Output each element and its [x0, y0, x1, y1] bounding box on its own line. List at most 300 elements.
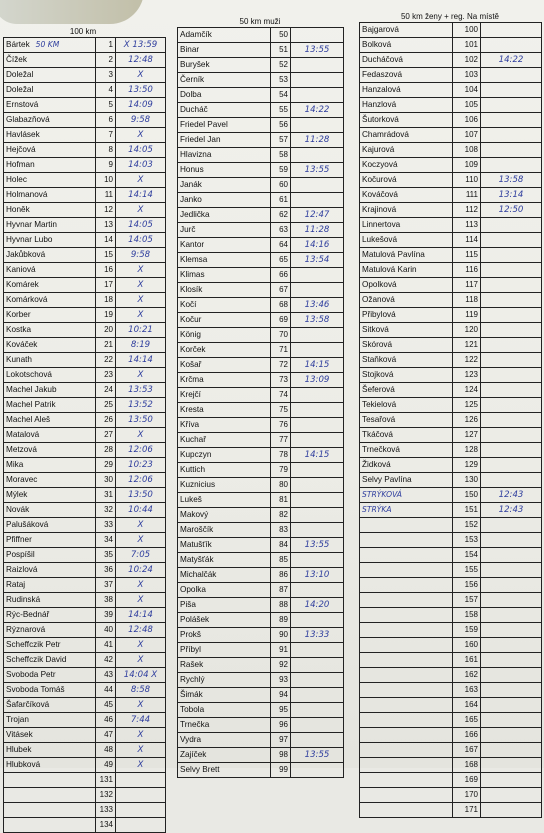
table-row: [178, 328, 344, 343]
table-row: [360, 323, 542, 338]
finish-time: [291, 673, 344, 688]
runner-name: Buryšek: [178, 58, 271, 73]
bib-number: 160: [453, 638, 481, 653]
finish-time: X: [116, 698, 166, 713]
runner-name: Krčma: [178, 373, 271, 388]
bib-number: 24: [96, 383, 116, 398]
bib-number: 65: [271, 253, 291, 268]
bib-number: 86: [271, 568, 291, 583]
table-row: [360, 353, 542, 368]
table-row: [4, 533, 166, 548]
finish-time: X: [116, 278, 166, 293]
finish-time: [481, 443, 542, 458]
table-row: [178, 163, 344, 178]
table-row: [360, 518, 542, 533]
finish-time: [481, 398, 542, 413]
table-row: [360, 188, 542, 203]
bib-number: 69: [271, 313, 291, 328]
finish-time: [481, 668, 542, 683]
runner-name: Rašek: [178, 658, 271, 673]
bib-number: 104: [453, 83, 481, 98]
bib-number: 103: [453, 68, 481, 83]
table-row: [360, 113, 542, 128]
table-row: [360, 218, 542, 233]
bib-number: 91: [271, 643, 291, 658]
finish-time: [291, 388, 344, 403]
runner-name: Ernstová: [4, 98, 96, 113]
bib-number: 15: [96, 248, 116, 263]
runner-name: Raizlová: [4, 563, 96, 578]
finish-time: [481, 113, 542, 128]
bib-number: 76: [271, 418, 291, 433]
table-row: [178, 313, 344, 328]
table-row: [178, 718, 344, 733]
bib-number: 94: [271, 688, 291, 703]
runner-name: [360, 803, 453, 818]
runner-name: Friedel Pavel: [178, 118, 271, 133]
runner-name: [4, 788, 96, 803]
finish-time: 14:22: [291, 103, 344, 118]
bib-number: 92: [271, 658, 291, 673]
table-row: [178, 493, 344, 508]
table-row: [360, 23, 542, 38]
table-row: [360, 443, 542, 458]
bib-number: 60: [271, 178, 291, 193]
table-row: [178, 193, 344, 208]
bib-number: 99: [271, 763, 291, 778]
table-row: [178, 673, 344, 688]
finish-time: [481, 773, 542, 788]
finish-time: 14:14: [116, 353, 166, 368]
runner-name: Kočí: [178, 298, 271, 313]
table-row: [360, 233, 542, 248]
table-row: [178, 463, 344, 478]
bib-number: 1: [96, 38, 116, 53]
runner-name: [360, 743, 453, 758]
bib-number: 125: [453, 398, 481, 413]
bib-number: 167: [453, 743, 481, 758]
bib-number: 123: [453, 368, 481, 383]
table-row: [360, 743, 542, 758]
finish-time: [481, 83, 542, 98]
runner-name: [360, 563, 453, 578]
bib-number: 166: [453, 728, 481, 743]
finish-time: 13:50: [116, 83, 166, 98]
finish-time: [291, 583, 344, 598]
finish-time: [481, 593, 542, 608]
table-row: [360, 698, 542, 713]
bib-number: 105: [453, 98, 481, 113]
bib-number: 25: [96, 398, 116, 413]
finish-time: X: [116, 68, 166, 83]
runner-name: Svoboda Petr: [4, 668, 96, 683]
bib-number: 154: [453, 548, 481, 563]
bib-number: 64: [271, 238, 291, 253]
table-row: [4, 233, 166, 248]
bib-number: 39: [96, 608, 116, 623]
bib-number: 44: [96, 683, 116, 698]
bib-number: 93: [271, 673, 291, 688]
table-row: [4, 53, 166, 68]
runner-name: [360, 713, 453, 728]
finish-time: 13:46: [291, 298, 344, 313]
finish-time: 12:43: [481, 488, 542, 503]
finish-time: [481, 803, 542, 818]
table-row: [360, 458, 542, 473]
bib-number: 45: [96, 698, 116, 713]
finish-time: X: [116, 653, 166, 668]
bib-number: 68: [271, 298, 291, 313]
finish-time: [291, 688, 344, 703]
table-row: [178, 658, 344, 673]
finish-time: [291, 403, 344, 418]
runner-name: Komárková: [4, 293, 96, 308]
bib-number: 117: [453, 278, 481, 293]
table-row: [4, 473, 166, 488]
bib-number: 33: [96, 518, 116, 533]
runner-name: Selvy Brett: [178, 763, 271, 778]
runner-name: [360, 728, 453, 743]
finish-time: [291, 523, 344, 538]
table-row: [4, 638, 166, 653]
table-row: [4, 443, 166, 458]
runner-name: Piša: [178, 598, 271, 613]
finish-time: [481, 353, 542, 368]
runner-name: Sitková: [360, 323, 453, 338]
table-row: [4, 98, 166, 113]
runner-name: Hanzlová: [360, 98, 453, 113]
table-row: [360, 173, 542, 188]
runner-name: [360, 653, 453, 668]
runner-name: Hyvnar Martin: [4, 218, 96, 233]
finish-time: [481, 98, 542, 113]
bib-number: 162: [453, 668, 481, 683]
table-row: [4, 188, 166, 203]
runner-name: Trnečková: [360, 443, 453, 458]
runner-name: Rychlý: [178, 673, 271, 688]
table-row: [178, 283, 344, 298]
bib-number: 72: [271, 358, 291, 373]
runner-name: Kaniová: [4, 263, 96, 278]
bib-number: 155: [453, 563, 481, 578]
bib-number: 97: [271, 733, 291, 748]
table-row: [178, 748, 344, 763]
bib-number: 157: [453, 593, 481, 608]
runner-name: Janko: [178, 193, 271, 208]
runner-name: Matušťík: [178, 538, 271, 553]
finish-time: [291, 733, 344, 748]
runner-name: Hofman: [4, 158, 96, 173]
table-row: [178, 118, 344, 133]
bib-number: 59: [271, 163, 291, 178]
bib-number: 18: [96, 293, 116, 308]
bib-number: 120: [453, 323, 481, 338]
table-row: [178, 148, 344, 163]
table-row: [178, 703, 344, 718]
finish-time: 14:05: [116, 233, 166, 248]
table-row: [4, 203, 166, 218]
table-row: [360, 503, 542, 518]
table-row: [178, 343, 344, 358]
finish-time: 12:50: [481, 203, 542, 218]
runner-name: Janák: [178, 178, 271, 193]
finish-time: [291, 433, 344, 448]
finish-time: 12:48: [116, 623, 166, 638]
table-row: [360, 803, 542, 818]
finish-time: [291, 283, 344, 298]
table-row: [4, 548, 166, 563]
table-row: [360, 293, 542, 308]
runner-name: Machel Patrik: [4, 398, 96, 413]
table-row: [178, 733, 344, 748]
finish-time: 14:04 X: [116, 668, 166, 683]
bib-number: 10: [96, 173, 116, 188]
runner-name: [360, 578, 453, 593]
bib-number: 158: [453, 608, 481, 623]
bib-number: 70: [271, 328, 291, 343]
runner-name: Ožanová: [360, 293, 453, 308]
finish-time: 13:09: [291, 373, 344, 388]
runner-name: Lukešová: [360, 233, 453, 248]
finish-time: [291, 508, 344, 523]
table-row: [178, 643, 344, 658]
finish-time: [481, 698, 542, 713]
bib-number: 50: [271, 28, 291, 43]
bib-number: 150: [453, 488, 481, 503]
finish-time: 13:55: [291, 538, 344, 553]
table-row: [4, 323, 166, 338]
runner-name: Kresta: [178, 403, 271, 418]
finish-time: 14:14: [116, 608, 166, 623]
table-row: [360, 608, 542, 623]
finish-time: 8:58: [116, 683, 166, 698]
runner-name: STRÝKOVÁ: [360, 488, 453, 503]
table-row: [4, 653, 166, 668]
runner-name: Šimák: [178, 688, 271, 703]
bib-number: 66: [271, 268, 291, 283]
runner-name: Klimas: [178, 268, 271, 283]
bib-number: 14: [96, 233, 116, 248]
bib-number: 7: [96, 128, 116, 143]
bib-number: 38: [96, 593, 116, 608]
bib-number: 57: [271, 133, 291, 148]
bib-number: 67: [271, 283, 291, 298]
table-row: [360, 128, 542, 143]
column-50km-women: [359, 11, 542, 818]
runner-name: Mika: [4, 458, 96, 473]
runner-name: [360, 608, 453, 623]
finish-time: X: [116, 728, 166, 743]
runner-name: Šutorková: [360, 113, 453, 128]
bib-number: 9: [96, 158, 116, 173]
finish-time: [481, 458, 542, 473]
bib-number: 170: [453, 788, 481, 803]
runner-name: Příbyl: [178, 643, 271, 658]
table-row: [178, 223, 344, 238]
finish-time: [481, 158, 542, 173]
runner-name: [360, 773, 453, 788]
table-row: [360, 713, 542, 728]
table-row: [4, 353, 166, 368]
finish-time: 14:22: [481, 53, 542, 68]
finish-time: [291, 718, 344, 733]
runner-name: [360, 593, 453, 608]
table-row: [4, 608, 166, 623]
bib-number: 165: [453, 713, 481, 728]
runner-name: Tobola: [178, 703, 271, 718]
finish-time: [481, 413, 542, 428]
table-row: [4, 38, 166, 53]
runner-name: Komárek: [4, 278, 96, 293]
bib-number: 58: [271, 148, 291, 163]
table-row: [178, 508, 344, 523]
table-row: [4, 728, 166, 743]
finish-time: 14:15: [291, 448, 344, 463]
table-row: [4, 488, 166, 503]
runner-name: Honěk: [4, 203, 96, 218]
runner-name: Matulová Karin: [360, 263, 453, 278]
finish-time: X: [116, 758, 166, 773]
table-row: [360, 278, 542, 293]
table-row: [178, 133, 344, 148]
runner-name: Jakůbková: [4, 248, 96, 263]
runner-name: Korber: [4, 308, 96, 323]
runner-name: Ducháčová: [360, 53, 453, 68]
table-row: [360, 98, 542, 113]
runner-name: Michalčák: [178, 568, 271, 583]
bib-number: 101: [453, 38, 481, 53]
runner-name: [360, 518, 453, 533]
finish-time: [481, 338, 542, 353]
runner-name: Krejčí: [178, 388, 271, 403]
finish-time: [481, 728, 542, 743]
bib-number: 75: [271, 403, 291, 418]
runner-name: Rýznarová: [4, 623, 96, 638]
table-row: [4, 398, 166, 413]
finish-time: 13:58: [481, 173, 542, 188]
finish-time: 13:58: [291, 313, 344, 328]
bib-number: 119: [453, 308, 481, 323]
table-row: [178, 358, 344, 373]
bib-number: 6: [96, 113, 116, 128]
runner-name: Holmanová: [4, 188, 96, 203]
table-row: [360, 158, 542, 173]
bib-number: 153: [453, 533, 481, 548]
runner-name: Trnečka: [178, 718, 271, 733]
runner-name: Matulová Pavlína: [360, 248, 453, 263]
table-row: [4, 563, 166, 578]
finish-time: [291, 268, 344, 283]
finish-time: [481, 623, 542, 638]
bib-number: 12: [96, 203, 116, 218]
table-row: [178, 43, 344, 58]
table-row: [360, 83, 542, 98]
runner-name: Trojan: [4, 713, 96, 728]
table-row: [360, 773, 542, 788]
runner-name: Kočurová: [360, 173, 453, 188]
bib-number: 28: [96, 443, 116, 458]
runner-name: Maroščík: [178, 523, 271, 538]
bib-number: 168: [453, 758, 481, 773]
runner-name: Honus: [178, 163, 271, 178]
finish-time: [481, 473, 542, 488]
bib-number: 98: [271, 748, 291, 763]
bib-number: 110: [453, 173, 481, 188]
bib-number: 56: [271, 118, 291, 133]
bib-number: 49: [96, 758, 116, 773]
finish-time: 7:44: [116, 713, 166, 728]
finish-time: X: [116, 263, 166, 278]
table-row: [4, 293, 166, 308]
table-row: [178, 628, 344, 643]
bib-number: 78: [271, 448, 291, 463]
bib-number: 115: [453, 248, 481, 263]
runner-name: Jedlička: [178, 208, 271, 223]
bib-number: 84: [271, 538, 291, 553]
bib-number: 31: [96, 488, 116, 503]
table-row: [4, 743, 166, 758]
bib-number: 46: [96, 713, 116, 728]
bib-number: 42: [96, 653, 116, 668]
runner-name: Svoboda Tomáš: [4, 683, 96, 698]
bib-number: 30: [96, 473, 116, 488]
runner-name: [4, 818, 96, 833]
bib-number: 131: [96, 773, 116, 788]
runner-name: Hlavizna: [178, 148, 271, 163]
runner-name: [360, 788, 453, 803]
table-50km-men: [177, 27, 344, 778]
bib-number: 13: [96, 218, 116, 233]
table-row: [178, 433, 344, 448]
table-row: [178, 523, 344, 538]
table-row: [4, 368, 166, 383]
finish-time: [291, 493, 344, 508]
bib-number: 114: [453, 233, 481, 248]
table-row: [4, 698, 166, 713]
finish-time: 12:47: [291, 208, 344, 223]
finish-time: [291, 73, 344, 88]
runner-name: Novák: [4, 503, 96, 518]
bib-number: 95: [271, 703, 291, 718]
table-row: [360, 638, 542, 653]
runner-name: Prokš: [178, 628, 271, 643]
finish-time: [481, 128, 542, 143]
finish-time: X: [116, 128, 166, 143]
finish-time: [481, 278, 542, 293]
table-row: [178, 613, 344, 628]
finish-time: [481, 323, 542, 338]
table-row: [4, 773, 166, 788]
finish-time: X: [116, 428, 166, 443]
finish-time: [291, 553, 344, 568]
table-row: [360, 653, 542, 668]
runner-name: Kuttich: [178, 463, 271, 478]
runner-name: Hejčová: [4, 143, 96, 158]
finish-time: 13:10: [291, 568, 344, 583]
bib-number: 32: [96, 503, 116, 518]
table-row: [178, 373, 344, 388]
runner-name: Zajíček: [178, 748, 271, 763]
table-row: [4, 308, 166, 323]
finish-time: 14:09: [116, 98, 166, 113]
runner-name: Pospíšil: [4, 548, 96, 563]
runner-name: Doležal: [4, 83, 96, 98]
finish-time: [481, 23, 542, 38]
finish-time: 13:54: [291, 253, 344, 268]
runner-name: Holec: [4, 173, 96, 188]
bib-number: 40: [96, 623, 116, 638]
finish-time: [291, 148, 344, 163]
